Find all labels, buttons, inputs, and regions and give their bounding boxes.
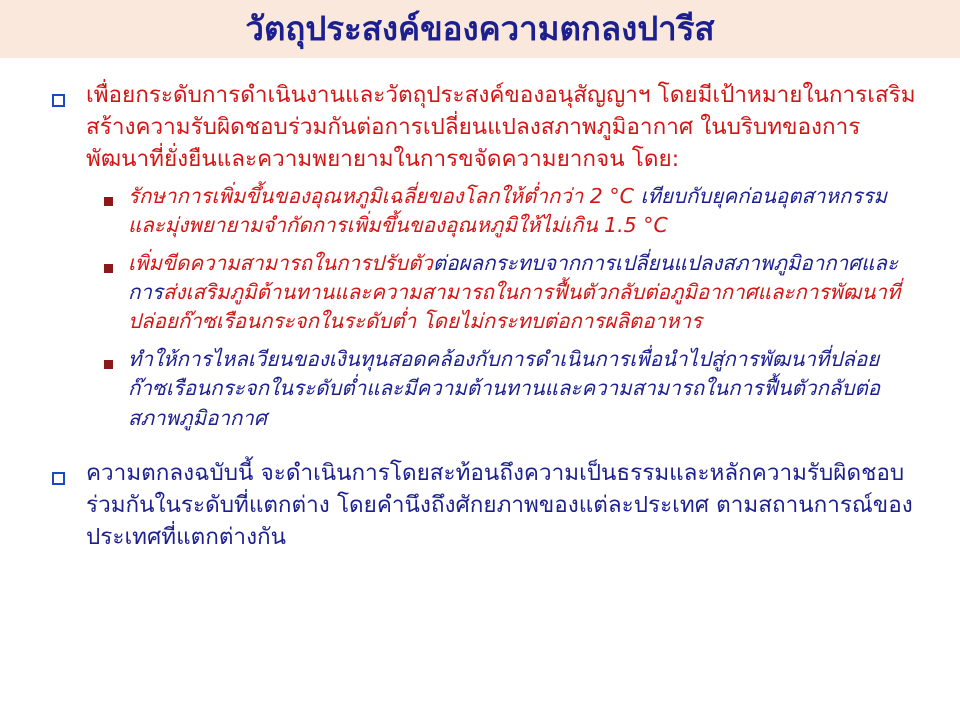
square-outline-bullet-icon (52, 80, 86, 116)
square-outline-bullet-icon (52, 458, 86, 494)
sub-bullet-segment: เทียบกับยุคก่อนอุตสาหกรรม (640, 183, 887, 208)
sub-bullet-segment: ทำให้การไหลเวียนของเงินทุนสอดคล้องกับการดำเนินการเพื่อนำไปสู่การพัฒนาที่ปล่อยก๊าซเรือนกระจกในระดับต่ำและมีความต้านทานและความสามารถในการฟื้นตัวกลับต่อสภาพภูมิอากาศ (128, 347, 881, 430)
sub-bullet-list (52, 182, 916, 433)
sub-bullet-segment: รักษาการเพิ่มขึ้นของอุณหภูมิเฉลี่ยของโลกให้ต่ำกว่า 2 °C (128, 183, 641, 208)
page-title: วัตถุประสงค์ของความตกลงปารีส (245, 8, 715, 48)
title-bar (0, 0, 960, 58)
sub-bullet-text (128, 182, 916, 240)
sub-bullet-segment: ส่งเสริมภูมิต้านทานและความสามารถในการฟื้นตัวกลับต่อภูมิอากาศและการพัฒนาที่ปล่อยก๊าซเรือนกระจกในระดับต่ำ โดยไม่กระทบต่อการผลิตอาหาร (128, 280, 901, 334)
list-item (104, 182, 916, 240)
bullet-level1 (52, 80, 916, 176)
bullet-level1 (52, 458, 916, 554)
list-item (104, 249, 916, 336)
sub-bullet-text (128, 249, 916, 336)
list-item (104, 345, 916, 432)
square-solid-bullet-icon (104, 249, 128, 277)
spacer (52, 442, 916, 458)
sub-bullet-segment: ต่อผลกระทบจากการเปลี่ยนแปลงสภาพภูมิอากาศและการ (128, 251, 898, 305)
bullet-level1-text: ความตกลงฉบับนี้ จะดำเนินการโดยสะท้อนถึงความเป็นธรรมและหลักความรับผิดชอบร่วมกันในระดับที่แตกต่าง โดยคำนึงถึงศักยภาพของแต่ละประเทศ ตามสถานการณ์ของประเทศที่แตกต่างกัน (86, 459, 913, 550)
sub-bullet-segment: เพิ่มขีดความสามารถในการปรับตัว (128, 251, 433, 276)
slide-body (0, 58, 960, 554)
sub-bullet-segment: และมุ่งพยายามจำกัดการเพิ่มขึ้นของอุณหภูมิให้ไม่เกิน 1.5 °C (128, 212, 668, 237)
sub-bullet-text (128, 345, 916, 432)
bullet-level1-text: เพื่อยกระดับการดำเนินงานและวัตถุประสงค์ของอนุสัญญาฯ โดยมีเป้าหมายในการเสริมสร้างความรับผิดชอบร่วมกันต่อการเปลี่ยนแปลงสภาพภูมิอากาศ ในบริบทของการพัฒนาที่ยั่งยืนและความพยายามในการขจัดความยากจน โดย: (86, 82, 916, 172)
square-solid-bullet-icon (104, 345, 128, 373)
square-solid-bullet-icon (104, 182, 128, 210)
